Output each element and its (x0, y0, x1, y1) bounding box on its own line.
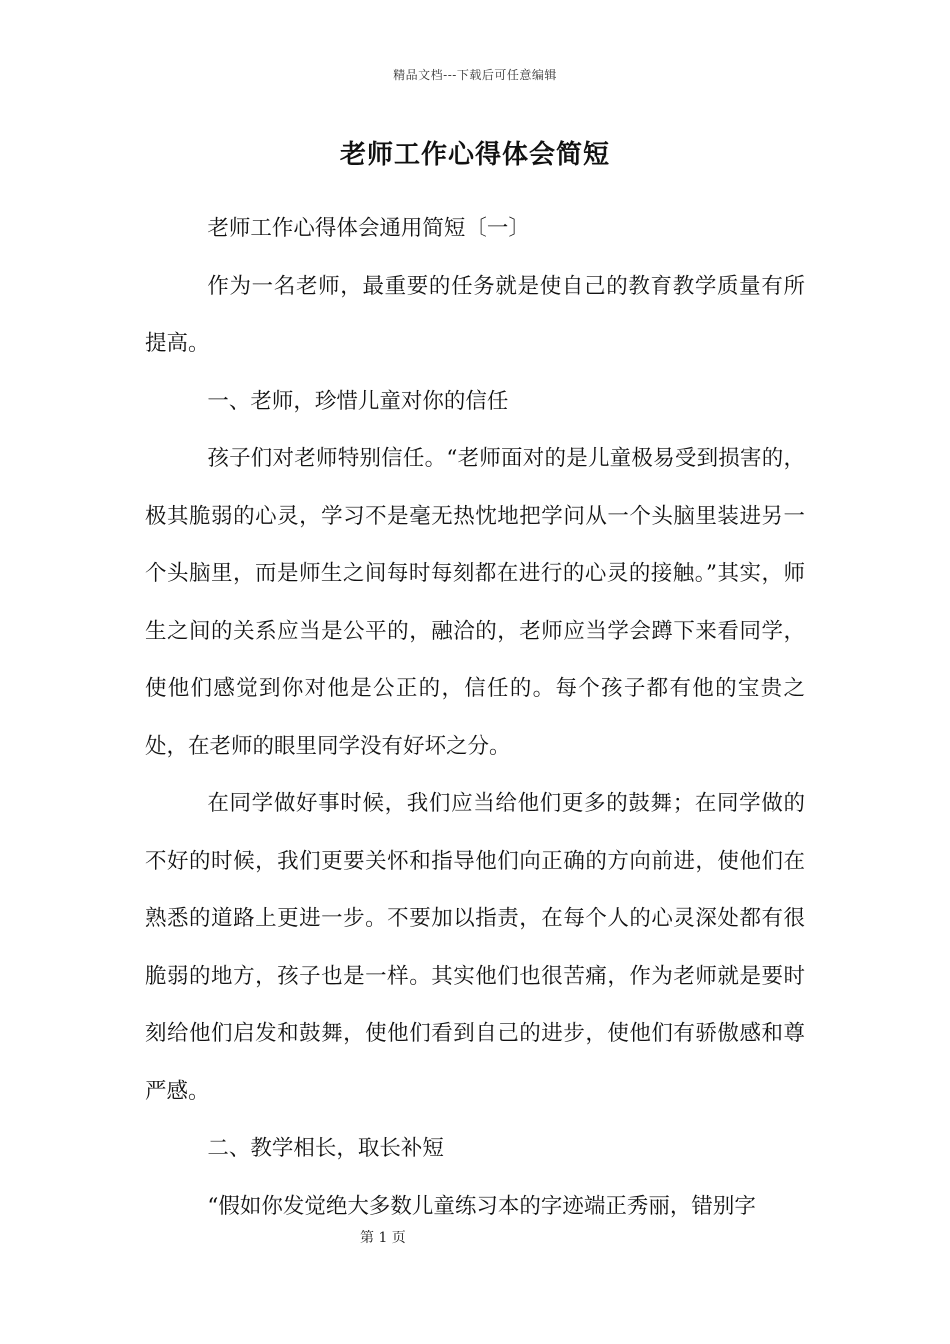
paragraph: 孩子们对老师特别信任。“老师面对的是儿童极易受到损害的，极其脆弱的心灵，学习不是毫无热忱地把学问从一个头脑里装进另一个头脑里，而是师生之间每时每刻都在进行的心灵的接触。”其实，师生之间的关系应当是公平的，融洽的，老师应当学会蹲下来看同学，使他们感觉到你对他是公正的，信任的。每个孩子都有他的宝贵之处，在老师的眼里同学没有好坏之分。 (145, 446, 805, 759)
section-heading: 一、老师，珍惜儿童对你的信任 (207, 388, 509, 414)
page-number: 第 1 页 (360, 1230, 406, 1246)
paragraph: 作为一名老师，最重要的任务就是使自己的教育教学质量有所提高。 (145, 273, 805, 356)
section-subtitle: 老师工作心得体会通用简短〔一〕 (207, 216, 530, 241)
page-header: 精品文档---下载后可任意编辑 (393, 68, 557, 82)
paragraph: 在同学做好事时候，我们应当给他们更多的鼓舞；在同学做的不好的时候，我们更要关怀和指导他们向正确的方向前进，使他们在熟悉的道路上更进一步。不要加以指责，在每个人的心灵深处都有很脆弱的地方，孩子也是一样。其实他们也很苦痛，作为老师就是要时刻给他们启发和鼓舞，使他们看到自己的进步，使他们有骄傲感和尊严感。 (145, 791, 805, 1104)
paragraph: “假如你发觉绝大多数儿童练习本的字迹端正秀丽，错别字 (207, 1193, 756, 1219)
section-heading: 二、教学相长，取长补短 (207, 1136, 444, 1161)
document-title: 老师工作心得体会简短 (339, 140, 610, 170)
document-body (145, 200, 805, 1235)
